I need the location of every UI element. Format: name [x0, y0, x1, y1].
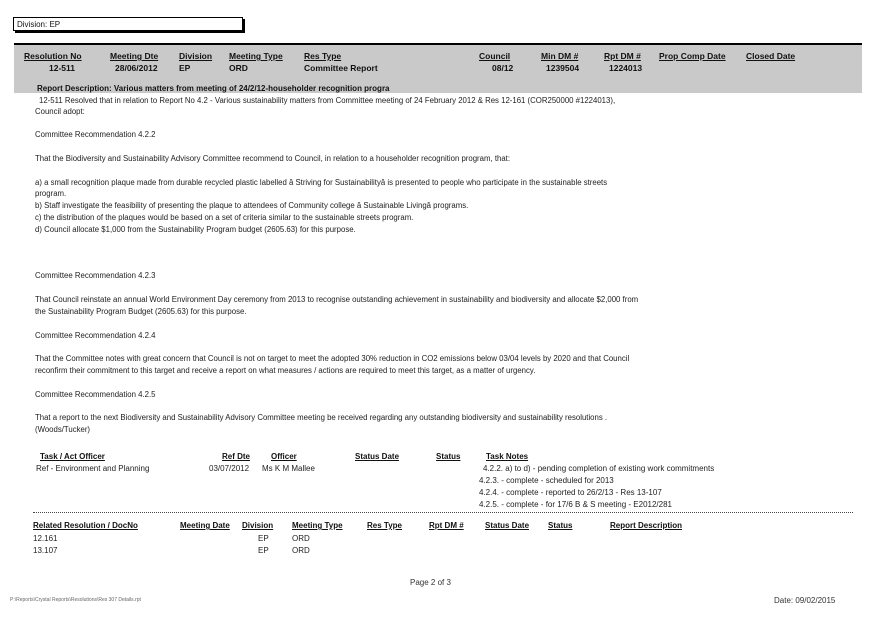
body-line: Committee Recommendation 4.2.5 — [35, 390, 156, 399]
body-line: 12-511 Resolved that in relation to Report No 4.2 - Various sustainability matters from Committee meeting of 24 February 2012 & Res 12-161 (COR250000 #1224013), — [39, 96, 616, 105]
report-description: Report Description: Various matters from meeting of 24/2/12-householder recognition progra — [37, 84, 390, 93]
task-col-officer-name: Officer — [271, 452, 297, 461]
rel-row-division: EP — [258, 534, 269, 543]
task-note: 4.2.3. - complete - scheduled for 2013 — [479, 476, 614, 485]
val-min-dm: 1239504 — [546, 63, 580, 73]
body-line: a) a small recognition plaque made from durable recycled plastic labelled â Striving for Sustainabilityâ is presented to people who participate in the sustainable streets — [35, 178, 608, 187]
task-ref-date: 03/07/2012 — [209, 464, 250, 473]
rel-row-docno: 12.161 — [33, 534, 58, 543]
body-line: That the Committee notes with great concern that Council is not on target to meet the adopted 30% reduction in CO2 emissions below 03/04 levels by 2020 and that Council — [35, 354, 630, 363]
col-council: Council — [479, 51, 511, 61]
col-meeting-dte: Meeting Dte — [110, 51, 159, 61]
task-officer: Ms K M Mallee — [262, 464, 315, 473]
body-line: program. — [35, 189, 67, 198]
task-col-ref-dte: Ref Dte — [222, 452, 251, 461]
task-note: 4.2.5. - complete - for 17/6 B & S meeting - E2012/281 — [479, 500, 672, 509]
section-divider — [33, 512, 853, 513]
task-ref: Ref - Environment and Planning — [36, 464, 150, 473]
body-line: That the Biodiversity and Sustainability Advisory Committee recommend to Council, in relation to a householder recognition program, that: — [35, 154, 510, 163]
body-line: Committee Recommendation 4.2.3 — [35, 271, 156, 280]
rel-col-report-desc: Report Description — [610, 521, 683, 530]
task-note: 4.2.4. - complete - reported to 26/2/13 - Res 13-107 — [479, 488, 662, 497]
rel-row-type: ORD — [292, 534, 310, 543]
col-closed-date: Closed Date — [746, 51, 796, 61]
body-line: b) Staff investigate the feasibility of presenting the plaque to attendees of Community college â Sustainable Livingâ programs. — [35, 201, 469, 210]
col-rpt-dm: Rpt DM # — [604, 51, 641, 61]
rel-col-res-type: Res Type — [367, 521, 402, 530]
report-date: Date: 09/02/2015 — [774, 596, 836, 605]
rel-col-status: Status — [548, 521, 573, 530]
col-prop-comp-date: Prop Comp Date — [659, 51, 726, 61]
rel-col-docno: Related Resolution / DocNo — [33, 521, 138, 530]
task-col-status-date: Status Date — [355, 452, 400, 461]
body-line: Committee Recommendation 4.2.4 — [35, 331, 156, 340]
col-meeting-type: Meeting Type — [229, 51, 283, 61]
rel-row-docno: 13.107 — [33, 546, 58, 555]
division-label: Division: EP — [13, 17, 243, 31]
task-col-notes: Task Notes — [486, 452, 529, 461]
body-line: reconfirm their commitment to this target and receive a report on what measures / actions are required to meet this target, as a matter of urgency. — [35, 366, 536, 375]
task-note: 4.2.2. a) to d) - pending completion of existing work commitments — [483, 464, 715, 473]
rel-col-division: Division — [242, 521, 274, 530]
rel-col-meeting-type: Meeting Type — [292, 521, 343, 530]
body-line: (Woods/Tucker) — [35, 425, 91, 434]
val-council: 08/12 — [492, 63, 514, 73]
col-min-dm: Min DM # — [541, 51, 579, 61]
rel-row-type: ORD — [292, 546, 310, 555]
page-number: Page 2 of 3 — [410, 578, 451, 587]
body-line: That a report to the next Biodiversity and Sustainability Advisory Committee meeting be received regarding any outstanding biodiversity and sustainability resolutions . — [35, 413, 608, 422]
val-meeting-type: ORD — [229, 63, 248, 73]
body-line: Committee Recommendation 4.2.2 — [35, 130, 156, 139]
body-line: Council adopt: — [35, 107, 85, 116]
rel-col-meeting-date: Meeting Date — [180, 521, 230, 530]
rel-col-status-date: Status Date — [485, 521, 530, 530]
col-resolution-no: Resolution No — [24, 51, 82, 61]
body-line: d) Council allocate $1,000 from the Sustainability Program budget (2605.63) for this purpose. — [35, 225, 356, 234]
rel-row-division: EP — [258, 546, 269, 555]
val-rpt-dm: 1224013 — [609, 63, 643, 73]
col-res-type: Res Type — [304, 51, 342, 61]
rel-col-rpt-dm: Rpt DM # — [429, 521, 464, 530]
val-division: EP — [179, 63, 191, 73]
task-col-status: Status — [436, 452, 461, 461]
task-col-officer: Task / Act Officer — [40, 452, 105, 461]
val-resolution-no: 12-511 — [49, 63, 75, 73]
body-line: the Sustainability Program Budget (2605.63) for this purpose. — [35, 307, 247, 316]
body-line: c) the distribution of the plaques would be based on a set of criteria similar to the sustainable streets program. — [35, 213, 414, 222]
report-path: P:\Reports\Crystal Reports\Resolutions\Res 307 Details.rpt — [10, 597, 141, 603]
col-division: Division — [179, 51, 213, 61]
body-line: That Council reinstate an annual World Environment Day ceremony from 2013 to recognise outstanding achievement in sustainability and biodiversity and allocate $2,000 from — [35, 295, 639, 304]
val-meeting-dte: 28/06/2012 — [115, 63, 158, 73]
val-res-type: Committee Report — [304, 63, 378, 73]
